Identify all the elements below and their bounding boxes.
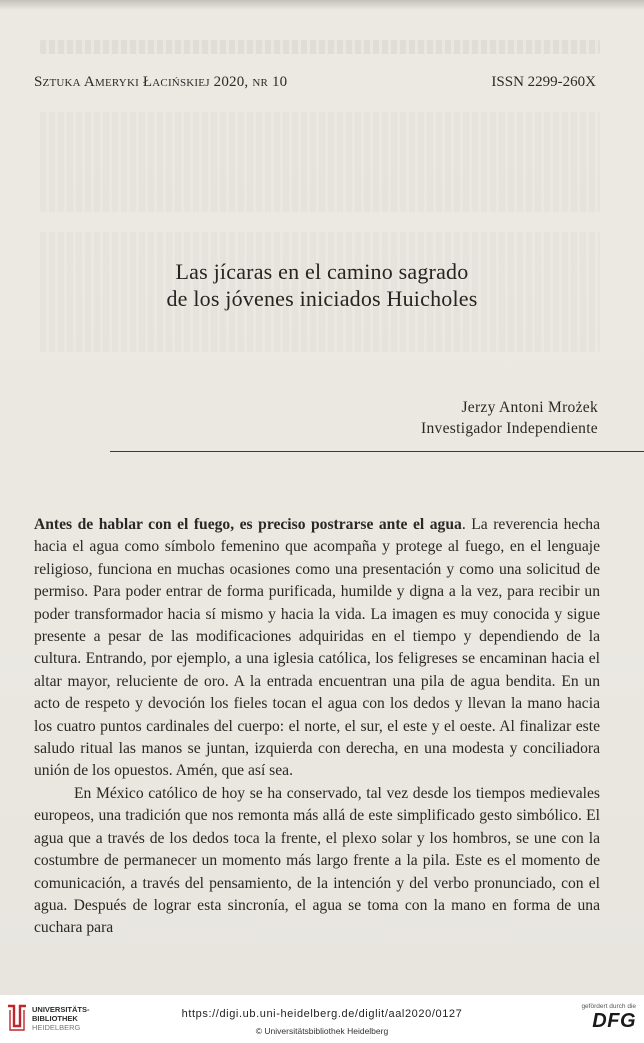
journal-name: Sztuka Ameryki Łacińskiej 2020, nr 10 [34, 74, 288, 90]
permalink-url[interactable]: https://digi.ub.uni-heidelberg.de/diglit/aal2020/0127 [181, 1008, 463, 1020]
issn: ISSN 2299-260X [491, 74, 596, 90]
bleed-through-band [40, 112, 600, 212]
author-block [421, 397, 598, 439]
divider-rule [110, 451, 644, 452]
paragraph-1 [34, 514, 600, 783]
lead-sentence: Antes de hablar con el fuego, es preciso postrarse ante el agua [34, 516, 462, 533]
funder-note: gefördert durch die [581, 1003, 636, 1010]
viewer-footer [0, 995, 644, 1043]
library-line-3: HEIDELBERG [32, 1023, 81, 1032]
dfg-logo: DFG [592, 1010, 636, 1032]
article-title [0, 258, 644, 312]
author-affiliation: Investigador Independiente [421, 420, 598, 437]
article-body [34, 514, 600, 940]
author-name: Jerzy Antoni Mrożek [461, 399, 598, 416]
copyright-notice: © Universitätsbibliothek Heidelberg [255, 1026, 389, 1036]
title-line-1: Las jícaras en el camino sagrado [175, 259, 469, 284]
page-top-shadow [0, 0, 644, 10]
library-line-1: UNIVERSITÄTS- [32, 1005, 90, 1014]
bleed-through-band [40, 40, 600, 54]
funder-logo[interactable] [566, 1003, 636, 1037]
library-line-2: BIBLIOTHEK [32, 1014, 78, 1023]
title-line-2: de los jóvenes iniciados Huicholes [166, 286, 478, 311]
paragraph-1-text: . La reverencia hecha hacia el agua como símbolo femenino que acompaña y protege al fuego, en el lenguaje religioso, funciona en muchas ocasiones como una presentación y como una solicitud de permiso. Para poder entrar de forma purificada, humilde y digna a la vez, para recibir un poder transformador hacia sí mismo y hacia la vida. La imagen es muy conocida y sigue presente a pesar de las modificaciones adquiridas en el tiempo y dependiendo de la cultura. Entrando, por ejemplo, a una iglesia católica, los feligreses se encaminan hacia el altar mayor, reluciente de oro. A la entrada encuentran una pila de agua bendita. En un acto de respeto y devoción los fieles tocan el agua con los dedos y llevan la mano hacia los cuatro puntos cardinales del cuerpo: el norte, el sur, el este y el oeste. Al finalizar este saludo ritual las manos se juntan, izquierda con derecha, en una modesta y conciliadora unión de los opuestos. Amén, que así sea. [34, 516, 600, 780]
paragraph-2: En México católico de hoy se ha conservado, tal vez desde los tiempos medievales europeos, una tradición que nos remonta más allá de este simplificado gesto simbólico. El agua que a través de los dedos toca la frente, el plexo solar y los hombros, se une con la costumbre de permanecer un momento más largo frente a la pila. Este es el momento de comunicación, a través del pensamiento, de la intención y del verbo pronunciado, con el agua. Después de lograr esta sincronía, el agua se toma con la mano en forma de una cuchara para [34, 784, 600, 937]
